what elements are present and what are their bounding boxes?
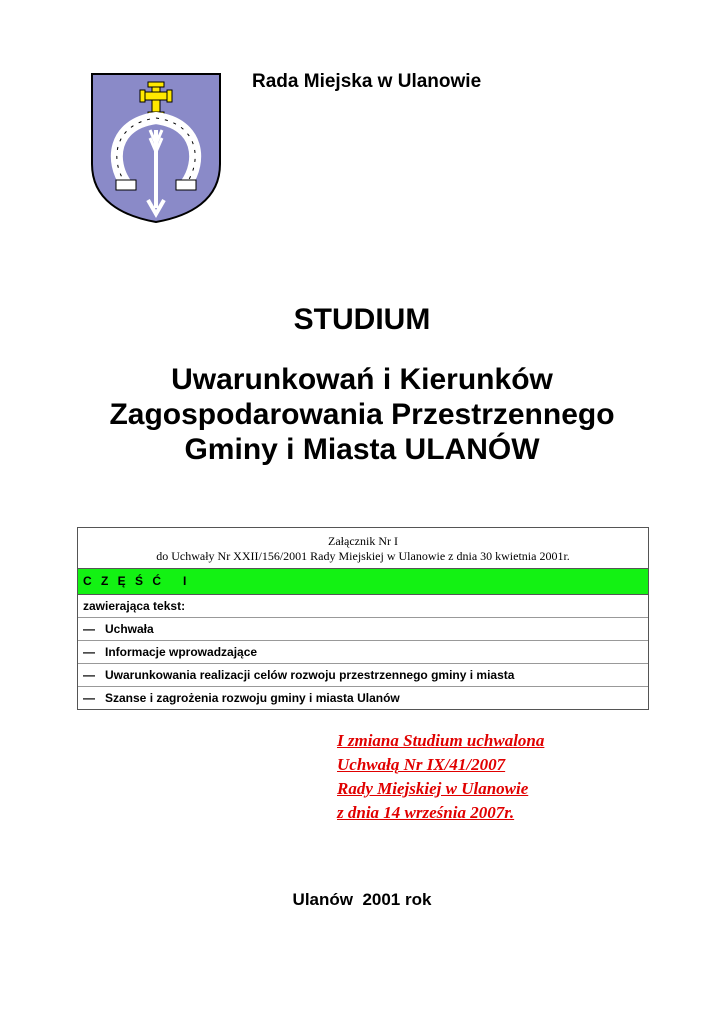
subtitle-line: Zagospodarowania Przestrzennego <box>109 398 615 431</box>
list-item <box>78 687 648 709</box>
document-subtitle <box>0 362 724 467</box>
annex-resolution: do Uchwały Nr XXII/156/2001 Rady Miejskiej w Ulanowie z dnia 30 kwietnia 2001r. <box>156 549 570 563</box>
list-item-text: Uwarunkowania realizacji celów rozwoju przestrzennego gminy i miasta <box>105 668 515 682</box>
amendment-line: Uchwałą Nr IX/41/2007 <box>337 755 506 774</box>
amendment-line: z dnia 14 września 2007r. <box>337 803 515 822</box>
place-year: Ulanów 2001 rok <box>292 890 432 909</box>
annex-header <box>78 528 648 569</box>
council-name: Rada Miejska w Ulanowie <box>252 71 482 92</box>
list-item <box>78 641 648 664</box>
document-title: STUDIUM <box>293 303 431 336</box>
contains-text: zawierająca tekst: <box>83 599 186 613</box>
dash-bullet: — <box>83 691 95 705</box>
subtitle-line: Gminy i Miasta ULANÓW <box>184 433 540 466</box>
list-item <box>78 618 648 641</box>
annex-label: Załącznik Nr I <box>328 534 398 548</box>
part-label: C Z Ę Ś Ć I <box>78 569 648 595</box>
list-item-text: Uchwała <box>105 622 154 636</box>
amendment-line: I zmiana Studium uchwalona <box>337 731 545 750</box>
amendment-note <box>337 729 544 825</box>
coat-of-arms-icon <box>90 72 222 224</box>
list-item <box>78 664 648 687</box>
amendment-line: Rady Miejskiej w Ulanowie <box>337 779 529 798</box>
dash-bullet: — <box>83 645 95 659</box>
list-item-text: Szanse i zagrożenia rozwoju gminy i miasta Ulanów <box>105 691 400 705</box>
dash-bullet: — <box>83 668 95 682</box>
dash-bullet: — <box>83 622 95 636</box>
annex-box <box>77 527 649 710</box>
subtitle-line: Uwarunkowań i Kierunków <box>171 363 553 396</box>
list-item-text: Informacje wprowadzające <box>105 645 258 659</box>
contains-label <box>78 595 648 618</box>
